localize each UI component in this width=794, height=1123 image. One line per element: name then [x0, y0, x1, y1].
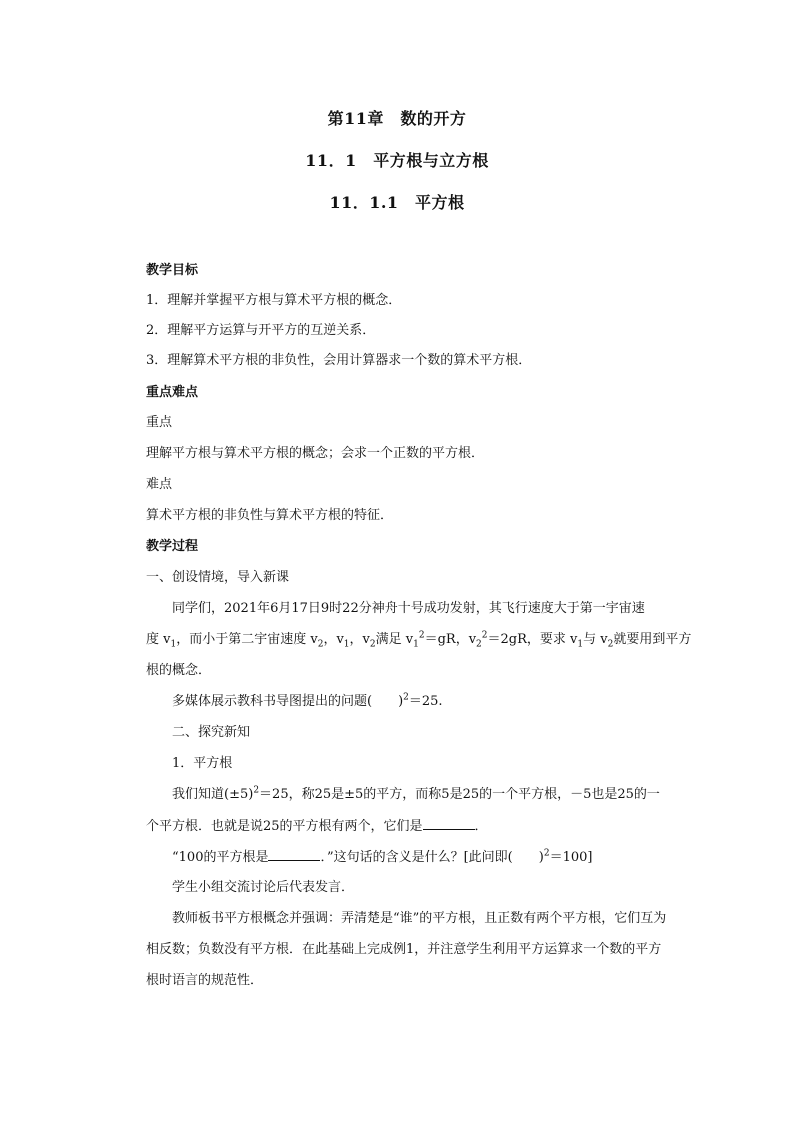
- process-heading: 教学过程: [146, 539, 199, 554]
- para4-line-2: 相反数；负数没有平方根．在此基础上完成例1，并注意学生利用平方运算求一个数的平方: [146, 942, 662, 957]
- objective-item-2: 2．理解平方运算与开平方的互逆关系．: [146, 323, 376, 338]
- chapter-title: 第11章 数的开方: [327, 109, 467, 128]
- difficult-text: 算术平方根的非负性与算术平方根的特征．: [146, 508, 394, 523]
- para1-line-1: 我们知道$(\pm 5)^2=25$，称25是±5的平方，而称5是25的一个平方根，－5也是25的一: [172, 785, 660, 802]
- answer-blank-2[interactable]: [268, 848, 320, 861]
- part1-title: 一、创设情境，导入新课: [146, 570, 290, 585]
- para4-line-3: 根时语言的规范性．: [146, 973, 264, 988]
- difficult-label: 难点: [146, 477, 173, 492]
- objective-item-1: 1．理解并掌握平方根与算术平方根的概念．: [146, 293, 402, 308]
- key-points-heading: 重点难点: [146, 385, 199, 400]
- key-text: 理解平方根与算术平方根的概念；会求一个正数的平方根．: [146, 446, 485, 461]
- answer-blank-1[interactable]: [423, 817, 475, 830]
- intro-line-1: 同学们，2021年6月17日9时22分神舟十号成功发射，其飞行速度大于第一宇宙速: [172, 601, 645, 616]
- part2-title: 二、探究新知: [172, 725, 251, 740]
- objective-item-3: 3．理解算术平方根的非负性，会用计算器求一个数的算术平方根．: [146, 353, 532, 368]
- objectives-heading: 教学目标: [146, 263, 199, 278]
- intro-line-3: 根的概念．: [146, 663, 212, 678]
- media-line: 多媒体展示教科书导图提出的问题( )$^2$＝25.: [172, 692, 443, 709]
- para4-line-1: 教师板书平方根概念并强调：弄清楚是“谁”的平方根，且正数有两个平方根，它们互为: [172, 911, 667, 926]
- para1-line-2: 个平方根．也就是说25的平方根有两个，它们是 ．: [146, 819, 488, 834]
- topic1-title: 1．平方根: [172, 756, 233, 771]
- para3-line: 学生小组交流讨论后代表发言．: [172, 880, 355, 895]
- key-label: 重点: [146, 415, 173, 430]
- para2-line: “100的平方根是 ．”这句话的含义是什么？[此问即( )$^2$＝100]: [172, 848, 593, 865]
- section-title: 11．1 平方根与立方根: [305, 151, 489, 170]
- subsection-title: 11．1.1 平方根: [329, 193, 465, 212]
- intro-line-2: 度 $v_1$，而小于第二宇宙速度 $v_2$，$v_1$，$v_2$满足 $v_1^2=gR$，$v_2^2=2gR$，要求 $v_1$与 $v_2$就要用到平方: [146, 630, 692, 650]
